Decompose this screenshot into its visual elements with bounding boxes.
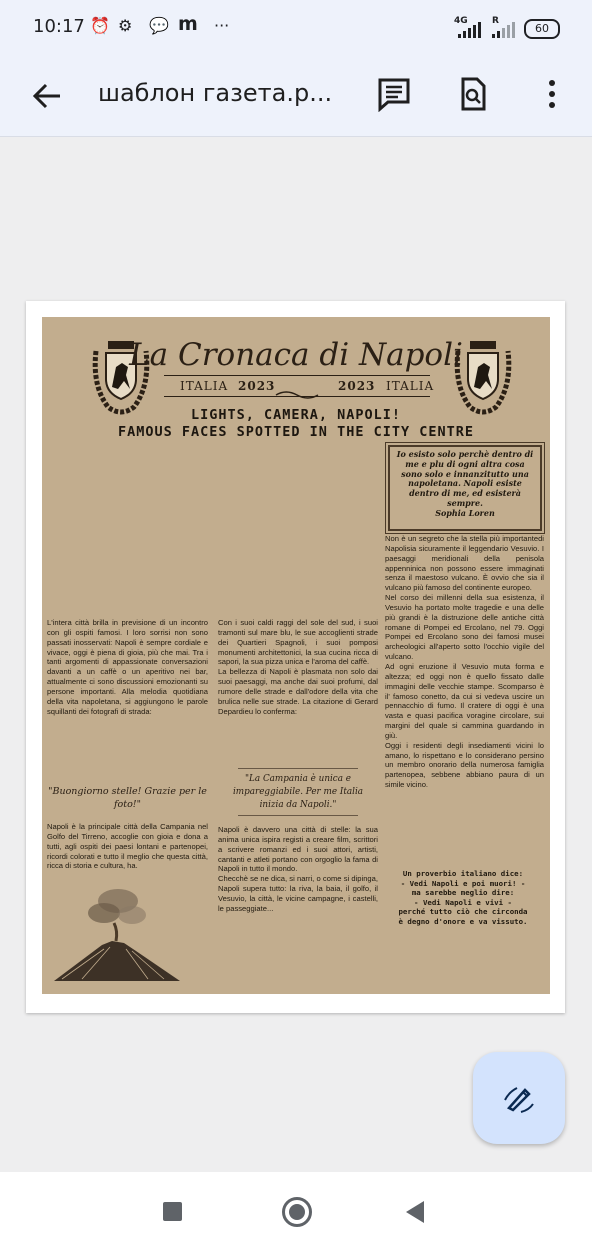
article-column-2-lower (218, 825, 378, 914)
article-column-1 (47, 618, 208, 716)
proverb-line-3: - Vedi Napoli e vivi - (414, 897, 512, 907)
proverb-line-1: - Vedi Napoli e poi muori! - (400, 878, 526, 888)
column-2-paragraph-3: Napoli è davvero una città di stelle: la sua anima unica ispira registi a creare film, scrittori a scrivere romanzi ed i suoi attori, artisti, cantanti e atleti portano con orgoglio la fama di Napoli in tutto il mondo. (218, 825, 378, 874)
find-in-document-button[interactable] (451, 72, 495, 116)
column-3-paragraph-2: Nel corso dei millenni della sua esistenza, il Vesuvio ha portato molte tragedie e una delle più grandi è la distruzione delle antiche città romane di Pompei ed Ercolano, nel 79. Oggi Pompei ed Ercolano sono dei famosi musei archeologici all'aperto sotto l'occhio vigile del vulcano. (385, 593, 544, 662)
settings-notification-icon: ⚙ (118, 16, 133, 35)
arrow-left-icon (28, 76, 68, 116)
more-options-button[interactable] (530, 72, 574, 116)
back-button[interactable] (28, 76, 68, 116)
proverb-intro: Un proverbio italiano dice: (402, 869, 524, 878)
column-2-paragraph-2: La bellezza di Napoli è plasmata non solo dai suoi paesaggi, ma anche dai suoi profumi, dal rumore delle strade e dall'odore della vita che brulica nelle sue strade. La citazione di Gerard Depardieu lo conferma: (218, 667, 378, 716)
column-1-paragraph-2: Napoli è la principale città della Campania nel Golfo del Tirreno, accoglie con gioia e dona a tutti, agli ospiti dei paesi lontani e partenopei, ricordi colorati e tutto il meglio che questa città, ricca di storia e cultura, ha. (47, 822, 208, 871)
system-navigation-bar (0, 1172, 592, 1250)
newspaper-sheet (42, 317, 550, 994)
vesuvius-illustration-icon (52, 879, 182, 989)
column-1-paragraph-1: L'intera città brilla in previsione di un incontro con gli ospiti famosi. I loro sorrisi non sono passati inosservati: Napoli è sempre cordiale e vivace, oggi è piena di gioia, più che mai. Tra i tanti argomenti di appassionate conversazioni davanti a un caffè o un aperitivo nei bar, attualmente ci sono discussioni emozionanti su persone importanti. Alla melodia quotidiana della vita napoletana, si aggiungono le parole squillanti dei fotografi di strada: (47, 618, 208, 716)
network-roaming-label: R (492, 16, 499, 26)
app-notification-icon: m (178, 13, 198, 35)
proverb-line-4: perché tutto ciò che circonda (398, 907, 528, 917)
edit-pen-icon (499, 1078, 539, 1118)
system-back-button[interactable] (406, 1201, 424, 1223)
quote-box-text: Io esisto solo perchè dentro di me e plu di ogni altra cosa sono solo e innanzitutto una napoletana. Napoli esiste dentro di me, ed esisterà sempre. (396, 449, 534, 508)
chat-notification-icon: 💬 (149, 16, 169, 35)
quote-box (388, 445, 542, 531)
home-button[interactable] (282, 1197, 312, 1227)
document-title: шаблон газета.p... (98, 79, 333, 107)
masthead-year-right: 2023 (338, 379, 376, 393)
masthead-year-left: 2023 (238, 379, 276, 393)
article-column-2 (218, 618, 378, 716)
headline-line-1: LIGHTS, CAMERA, NAPOLI! (191, 407, 401, 423)
column-3-paragraph-4: Oggi i residenti degli insediamenti vicini lo amano, lo rispettano e lo considerano persino un membro onorario della numerosa famiglia partenopea, sebbene abbiano paura di un simile vicino. (385, 740, 544, 790)
proverb-box (388, 869, 538, 927)
edit-fab-button[interactable] (473, 1052, 565, 1144)
status-bar (0, 0, 592, 56)
proverb-line-2: ma sarebbe meglio dire: (411, 888, 515, 898)
article-column-1-lower (47, 822, 208, 871)
signal-roaming-icon (492, 22, 516, 38)
column-2-paragraph-4: Checchè se ne dica, si narri, o come si dipinga, Napoli supera tutto: la riva, la baia, il golfo, il Vesuvio, la città, le vicine campagne, i castelli, le passeggiate... (218, 874, 378, 913)
document-search-icon (455, 76, 491, 112)
masthead-country-left: ITALIA (180, 379, 229, 393)
masthead-rule-top (164, 375, 430, 376)
signal-icon (458, 22, 484, 38)
column-2-pull-quote: "La Campania è unica e impareggiabile. Per me Italia inizia da Napoli." (232, 774, 364, 810)
column-3-paragraph-3: Ad ogni eruzione il Vesuvio muta forma e altezza; ed oggi non è quello fissato dalle immagini delle vecchie stampe. Scomparso è il' famoso conetto, da cui si vedeva uscire un pennacchio di fumo. Il cratere di oggi è una vasta e quasi pacifica voragine circolare, sui margini del quale si cammina guardando in giù. (385, 661, 544, 740)
network-4g-label: 4G (454, 16, 468, 26)
article-column-3 (385, 534, 544, 790)
column-2-paragraph-1: Con i suoi caldi raggi del sole del sud, i suoi tramonti sul mare blu, le sue accoglienti strade dei Quartieri Spagnoli, i suoi pomposi monumenti architettonici, la sua cucina ricca di sapori, la sua pizza unica e l'aroma del caffè. (218, 618, 378, 667)
recent-apps-button[interactable] (163, 1202, 182, 1221)
ornament-flourish-icon (274, 389, 320, 401)
battery-icon: 60 (524, 19, 560, 39)
quote-box-author: Sophia Loren (435, 507, 495, 518)
comments-button[interactable] (372, 72, 416, 116)
more-vert-icon (542, 76, 562, 112)
alarm-icon: ⏰ (90, 16, 110, 35)
document-page[interactable] (26, 301, 565, 1013)
more-notifications-indicator: ··· (214, 16, 230, 35)
pull-quote-rule-bottom (238, 815, 358, 816)
comment-icon (376, 76, 412, 112)
column-1-pull-quote: "Buongiorno stelle! Grazie per le foto!" (48, 786, 207, 810)
masthead-country-right: ITALIA (386, 379, 435, 393)
column-3-paragraph-1: Non è un segreto che la stella più importantedi Napolisia sicuramente il leggendario Vesuvio. I paesaggi meridionali della penisola appenninica non possono essere immaginati senza il maestoso vulcano. È ovvio che sia il vulcano più famoso del continente europeo. (385, 534, 544, 593)
pull-quote-rule-top (238, 768, 358, 769)
status-time: 10:17 (33, 16, 85, 37)
app-bar (0, 56, 592, 137)
proverb-line-5: è degno d'onore e va vissuto. (398, 916, 528, 926)
headline-line-2: FAMOUS FACES SPOTTED IN THE CITY CENTRE (118, 424, 474, 440)
newspaper-masthead: La Cronaca di Napoli (129, 337, 463, 373)
